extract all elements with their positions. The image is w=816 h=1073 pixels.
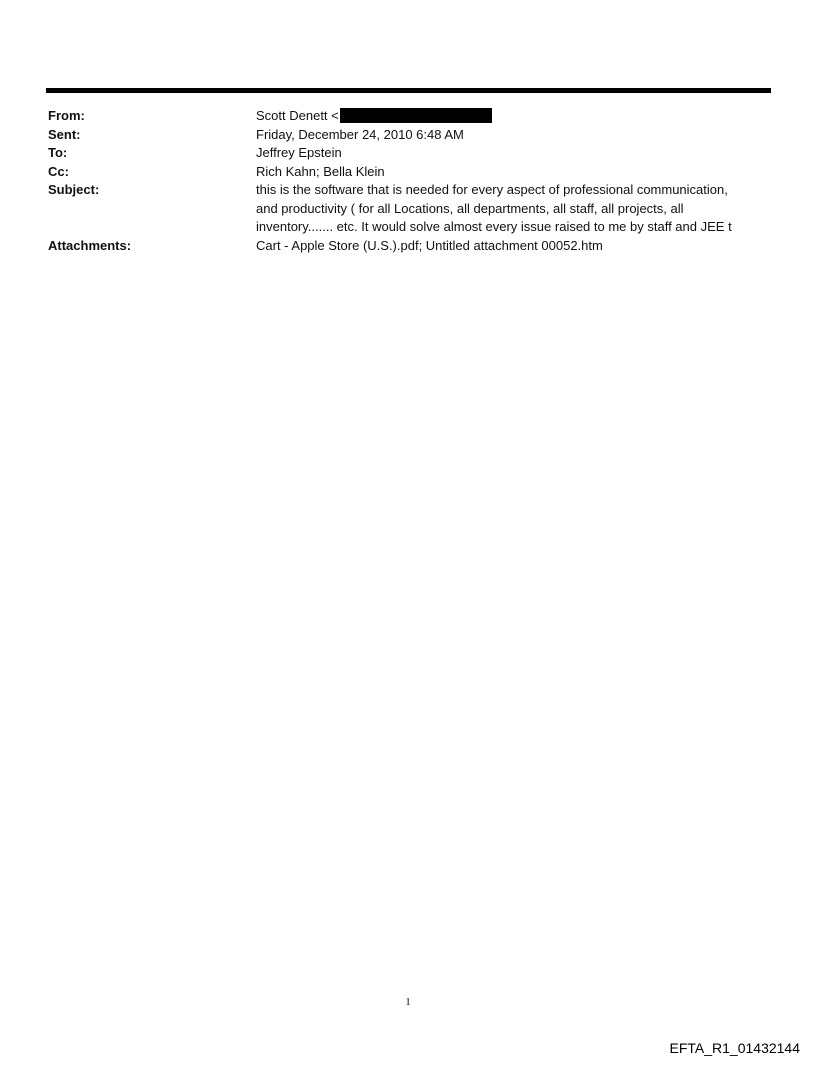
sent-label: Sent: — [48, 126, 81, 142]
sent-row — [48, 126, 768, 145]
subject-line: this is the software that is needed for every aspect of professional communication, — [256, 182, 728, 197]
sent-value: Friday, December 24, 2010 6:48 AM — [256, 126, 464, 142]
subject-row — [48, 181, 768, 237]
header-divider-rule — [46, 88, 771, 93]
subject-value — [256, 181, 768, 237]
redaction-box — [340, 108, 492, 123]
subject-label: Subject: — [48, 182, 100, 197]
to-value: Jeffrey Epstein — [256, 145, 342, 160]
page-number: 1 — [405, 996, 411, 1008]
to-label: To: — [48, 145, 68, 160]
from-sender: Scott Denett < — [256, 108, 339, 123]
from-label: From: — [48, 108, 85, 123]
attachments-value: Cart - Apple Store (U.S.).pdf; Untitled attachment 00052.htm — [256, 237, 603, 253]
to-row — [48, 144, 768, 163]
cc-row — [48, 163, 768, 182]
cc-label: Cc: — [48, 163, 69, 179]
attachments-row — [48, 237, 768, 256]
from-row — [48, 107, 768, 126]
subject-line: and productivity ( for all Locations, all departments, all staff, all projects, all — [256, 200, 684, 216]
subject-line: inventory....... etc. It would solve almost every issue raised to me by staff and JEE t — [256, 219, 732, 234]
from-value — [256, 107, 768, 126]
cc-value: Rich Kahn; Bella Klein — [256, 163, 385, 179]
email-header — [48, 107, 768, 255]
document-id: EFTA_R1_01432144 — [669, 1040, 800, 1056]
attachments-label: Attachments: — [48, 237, 132, 253]
